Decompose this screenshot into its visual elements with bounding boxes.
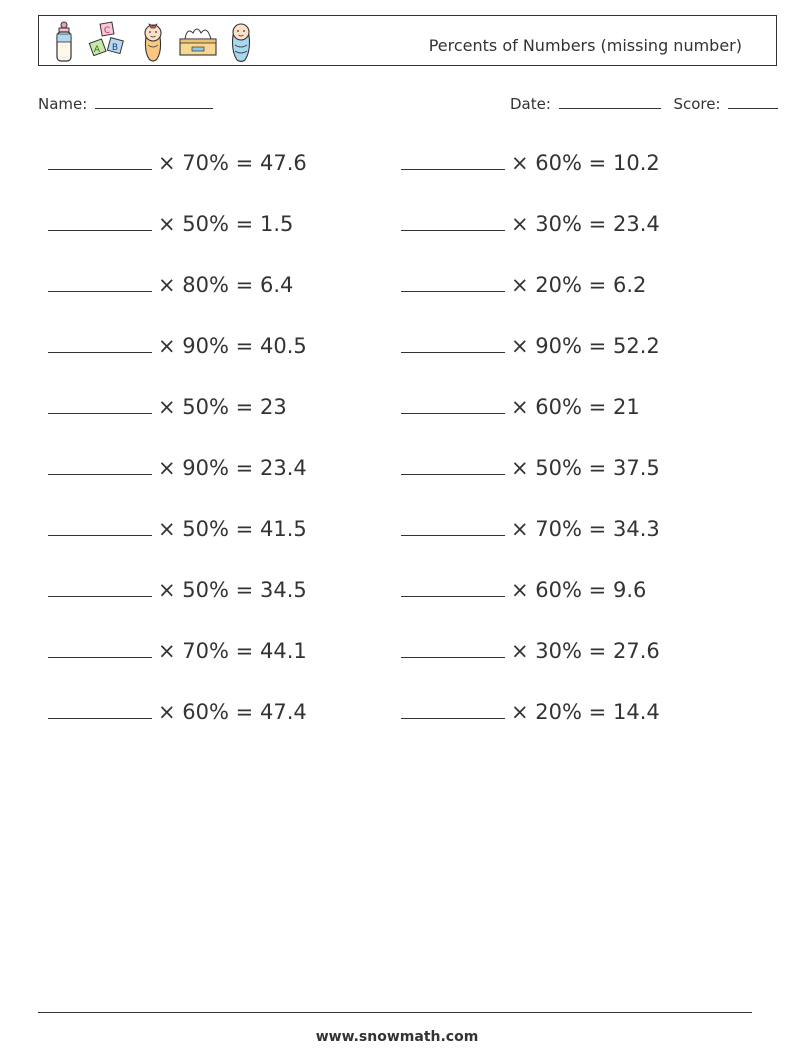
name-blank[interactable] [95, 94, 213, 109]
equals-symbol: = [588, 517, 607, 541]
answer-blank[interactable] [401, 211, 505, 231]
percent-value: 50% [182, 395, 229, 419]
percent-value: 50% [182, 578, 229, 602]
problem-row [401, 699, 660, 725]
equals-symbol: = [235, 334, 254, 358]
answer-blank[interactable] [48, 516, 152, 536]
problem-row [401, 333, 660, 359]
times-symbol: × [158, 700, 176, 724]
problem-row [48, 394, 287, 420]
baby-girl-icon [141, 21, 165, 63]
percent-value: 70% [182, 151, 229, 175]
result-value: 6.4 [259, 273, 294, 297]
date-blank[interactable] [559, 94, 661, 109]
svg-text:A: A [93, 45, 101, 55]
problem-row [401, 150, 660, 176]
equals-symbol: = [235, 700, 254, 724]
abc-blocks-icon [87, 21, 129, 63]
times-symbol: × [158, 273, 176, 297]
problem-row [401, 455, 660, 481]
problem-row [401, 272, 646, 298]
equals-symbol: = [235, 639, 254, 663]
footer-website: www.snowmath.com [315, 1029, 479, 1045]
times-symbol: × [158, 639, 176, 663]
date-score-field [510, 94, 778, 113]
problem-row [401, 211, 660, 237]
equals-symbol: = [588, 334, 607, 358]
percent-value: 70% [182, 639, 229, 663]
problem-row [48, 150, 307, 176]
equals-symbol: = [588, 395, 607, 419]
times-symbol: × [511, 212, 529, 236]
times-symbol: × [158, 395, 176, 419]
percent-value: 90% [535, 334, 582, 358]
result-value: 40.5 [259, 334, 307, 358]
name-label: Name: [38, 95, 88, 113]
times-symbol: × [158, 456, 176, 480]
result-value: 23 [259, 395, 287, 419]
percent-value: 30% [535, 639, 582, 663]
answer-blank[interactable] [48, 150, 152, 170]
problem-row [48, 577, 307, 603]
tissue-box-icon [177, 21, 219, 63]
percent-value: 50% [535, 456, 582, 480]
footer-divider [38, 1012, 752, 1013]
times-symbol: × [158, 151, 176, 175]
percent-value: 30% [535, 212, 582, 236]
equals-symbol: = [235, 212, 254, 236]
equals-symbol: = [588, 578, 607, 602]
times-symbol: × [158, 578, 176, 602]
times-symbol: × [158, 334, 176, 358]
problem-row [48, 333, 307, 359]
result-value: 34.5 [259, 578, 307, 602]
percent-value: 50% [182, 212, 229, 236]
equals-symbol: = [588, 700, 607, 724]
answer-blank[interactable] [401, 455, 505, 475]
result-value: 47.6 [259, 151, 307, 175]
result-value: 14.4 [612, 700, 660, 724]
answer-blank[interactable] [48, 455, 152, 475]
problem-row [401, 394, 640, 420]
answer-blank[interactable] [48, 333, 152, 353]
answer-blank[interactable] [401, 577, 505, 597]
percent-value: 70% [535, 517, 582, 541]
equals-symbol: = [235, 273, 254, 297]
answer-blank[interactable] [401, 272, 505, 292]
result-value: 10.2 [612, 151, 660, 175]
result-value: 9.6 [612, 578, 647, 602]
result-value: 1.5 [259, 212, 294, 236]
times-symbol: × [158, 517, 176, 541]
baby-bottle-icon [53, 21, 75, 63]
times-symbol: × [511, 700, 529, 724]
percent-value: 90% [182, 334, 229, 358]
problem-row [48, 638, 307, 664]
date-label: Date: [510, 95, 551, 113]
result-value: 47.4 [259, 700, 307, 724]
problem-row [48, 516, 307, 542]
answer-blank[interactable] [401, 150, 505, 170]
result-value: 34.3 [612, 517, 660, 541]
percent-value: 20% [535, 273, 582, 297]
problem-row [48, 211, 293, 237]
times-symbol: × [511, 456, 529, 480]
times-symbol: × [511, 273, 529, 297]
percent-value: 80% [182, 273, 229, 297]
result-value: 21 [612, 395, 640, 419]
result-value: 52.2 [612, 334, 660, 358]
answer-blank[interactable] [401, 699, 505, 719]
times-symbol: × [511, 395, 529, 419]
result-value: 23.4 [259, 456, 307, 480]
score-label: Score: [673, 95, 721, 113]
svg-text:C: C [103, 26, 111, 36]
problem-row [401, 638, 660, 664]
equals-symbol: = [588, 639, 607, 663]
equals-symbol: = [588, 456, 607, 480]
answer-blank[interactable] [401, 638, 505, 658]
times-symbol: × [511, 334, 529, 358]
answer-blank[interactable] [48, 638, 152, 658]
header-box [38, 15, 777, 66]
problem-row [48, 699, 307, 725]
percent-value: 90% [182, 456, 229, 480]
result-value: 23.4 [612, 212, 660, 236]
times-symbol: × [158, 212, 176, 236]
percent-value: 50% [182, 517, 229, 541]
times-symbol: × [511, 639, 529, 663]
problem-row [401, 516, 660, 542]
svg-text:B: B [111, 43, 119, 53]
result-value: 27.6 [612, 639, 660, 663]
equals-symbol: = [235, 456, 254, 480]
answer-blank[interactable] [401, 516, 505, 536]
score-blank[interactable] [728, 94, 778, 109]
result-value: 37.5 [612, 456, 660, 480]
page-title: Percents of Numbers (missing number) [428, 36, 742, 55]
percent-value: 60% [535, 151, 582, 175]
percent-value: 60% [535, 395, 582, 419]
answer-blank[interactable] [48, 577, 152, 597]
answer-blank[interactable] [48, 394, 152, 414]
times-symbol: × [511, 578, 529, 602]
equals-symbol: = [235, 517, 254, 541]
percent-value: 20% [535, 700, 582, 724]
name-field [38, 94, 213, 113]
problem-row [401, 577, 646, 603]
answer-blank[interactable] [401, 394, 505, 414]
equals-symbol: = [588, 212, 607, 236]
equals-symbol: = [235, 151, 254, 175]
answer-blank[interactable] [48, 211, 152, 231]
answer-blank[interactable] [401, 333, 505, 353]
times-symbol: × [511, 151, 529, 175]
equals-symbol: = [588, 151, 607, 175]
result-value: 44.1 [259, 639, 307, 663]
equals-symbol: = [235, 395, 254, 419]
result-value: 41.5 [259, 517, 307, 541]
problem-row [48, 455, 307, 481]
times-symbol: × [511, 517, 529, 541]
problem-row [48, 272, 293, 298]
answer-blank[interactable] [48, 699, 152, 719]
baby-boy-icon [229, 21, 253, 63]
percent-value: 60% [535, 578, 582, 602]
equals-symbol: = [235, 578, 254, 602]
percent-value: 60% [182, 700, 229, 724]
result-value: 6.2 [612, 273, 647, 297]
equals-symbol: = [588, 273, 607, 297]
answer-blank[interactable] [48, 272, 152, 292]
